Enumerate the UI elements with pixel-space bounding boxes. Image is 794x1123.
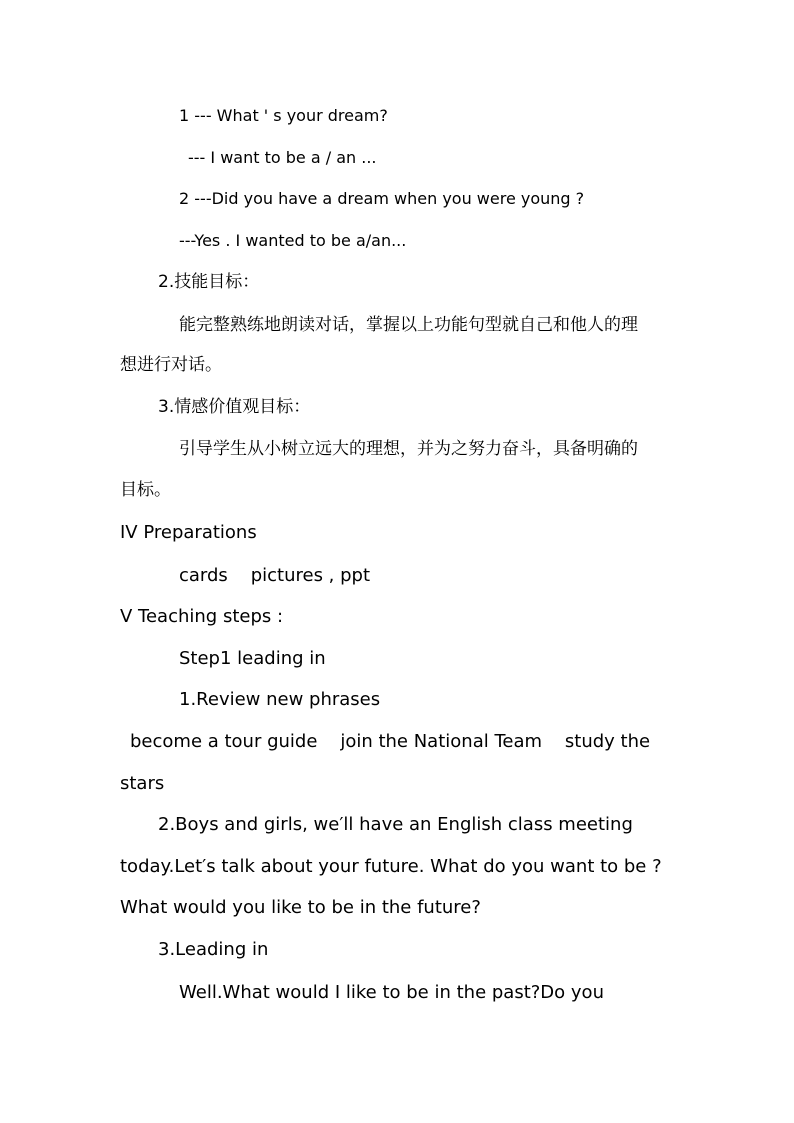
preparations-heading: IV Preparations: [120, 522, 257, 543]
phrases-line-1: become a tour guide join the National Team study the: [130, 731, 651, 752]
dialogue-question-2: 2 ---Did you have a dream when you were young ?: [179, 189, 585, 208]
emotion-goal-text-line-1: 引导学生从小树立远大的理想，并为之努力奋斗，具备明确的: [179, 439, 638, 459]
dialogue-answer-2: ---Yes . I wanted to be a/an...: [179, 231, 407, 250]
skill-goal-text-line-1: 能完整熟练地朗读对话，掌握以上功能句型就自己和他人的理: [179, 315, 638, 335]
step1-heading: Step1 leading in: [179, 648, 326, 669]
leading-in-text-line-1: Well.What would I like to be in the past?Do you: [179, 982, 604, 1003]
emotion-goal-heading: 3.情感价值观目标：: [158, 397, 311, 417]
emotion-goal-text-line-2: 目标。: [120, 480, 171, 500]
paragraph-2-line-1: 2.Boys and girls, we′ll have an English class meeting: [158, 814, 633, 835]
dialogue-question-1: 1 --- What ' s your dream?: [179, 106, 388, 125]
teaching-steps-heading: V Teaching steps :: [120, 606, 284, 627]
paragraph-2-line-3: What would you like to be in the future?: [120, 897, 481, 918]
phrases-line-2: stars: [120, 773, 165, 794]
dialogue-answer-1: --- I want to be a / an ...: [188, 148, 377, 167]
skill-goal-heading: 2.技能目标：: [158, 272, 260, 292]
paragraph-2-line-2: today.Let′s talk about your future. What do you want to be ?: [120, 856, 662, 877]
review-phrases-heading: 1.Review new phrases: [179, 689, 381, 710]
preparations-items: cards pictures , ppt: [179, 565, 371, 586]
leading-in-heading: 3.Leading in: [158, 939, 269, 960]
skill-goal-text-line-2: 想进行对话。: [120, 355, 222, 375]
